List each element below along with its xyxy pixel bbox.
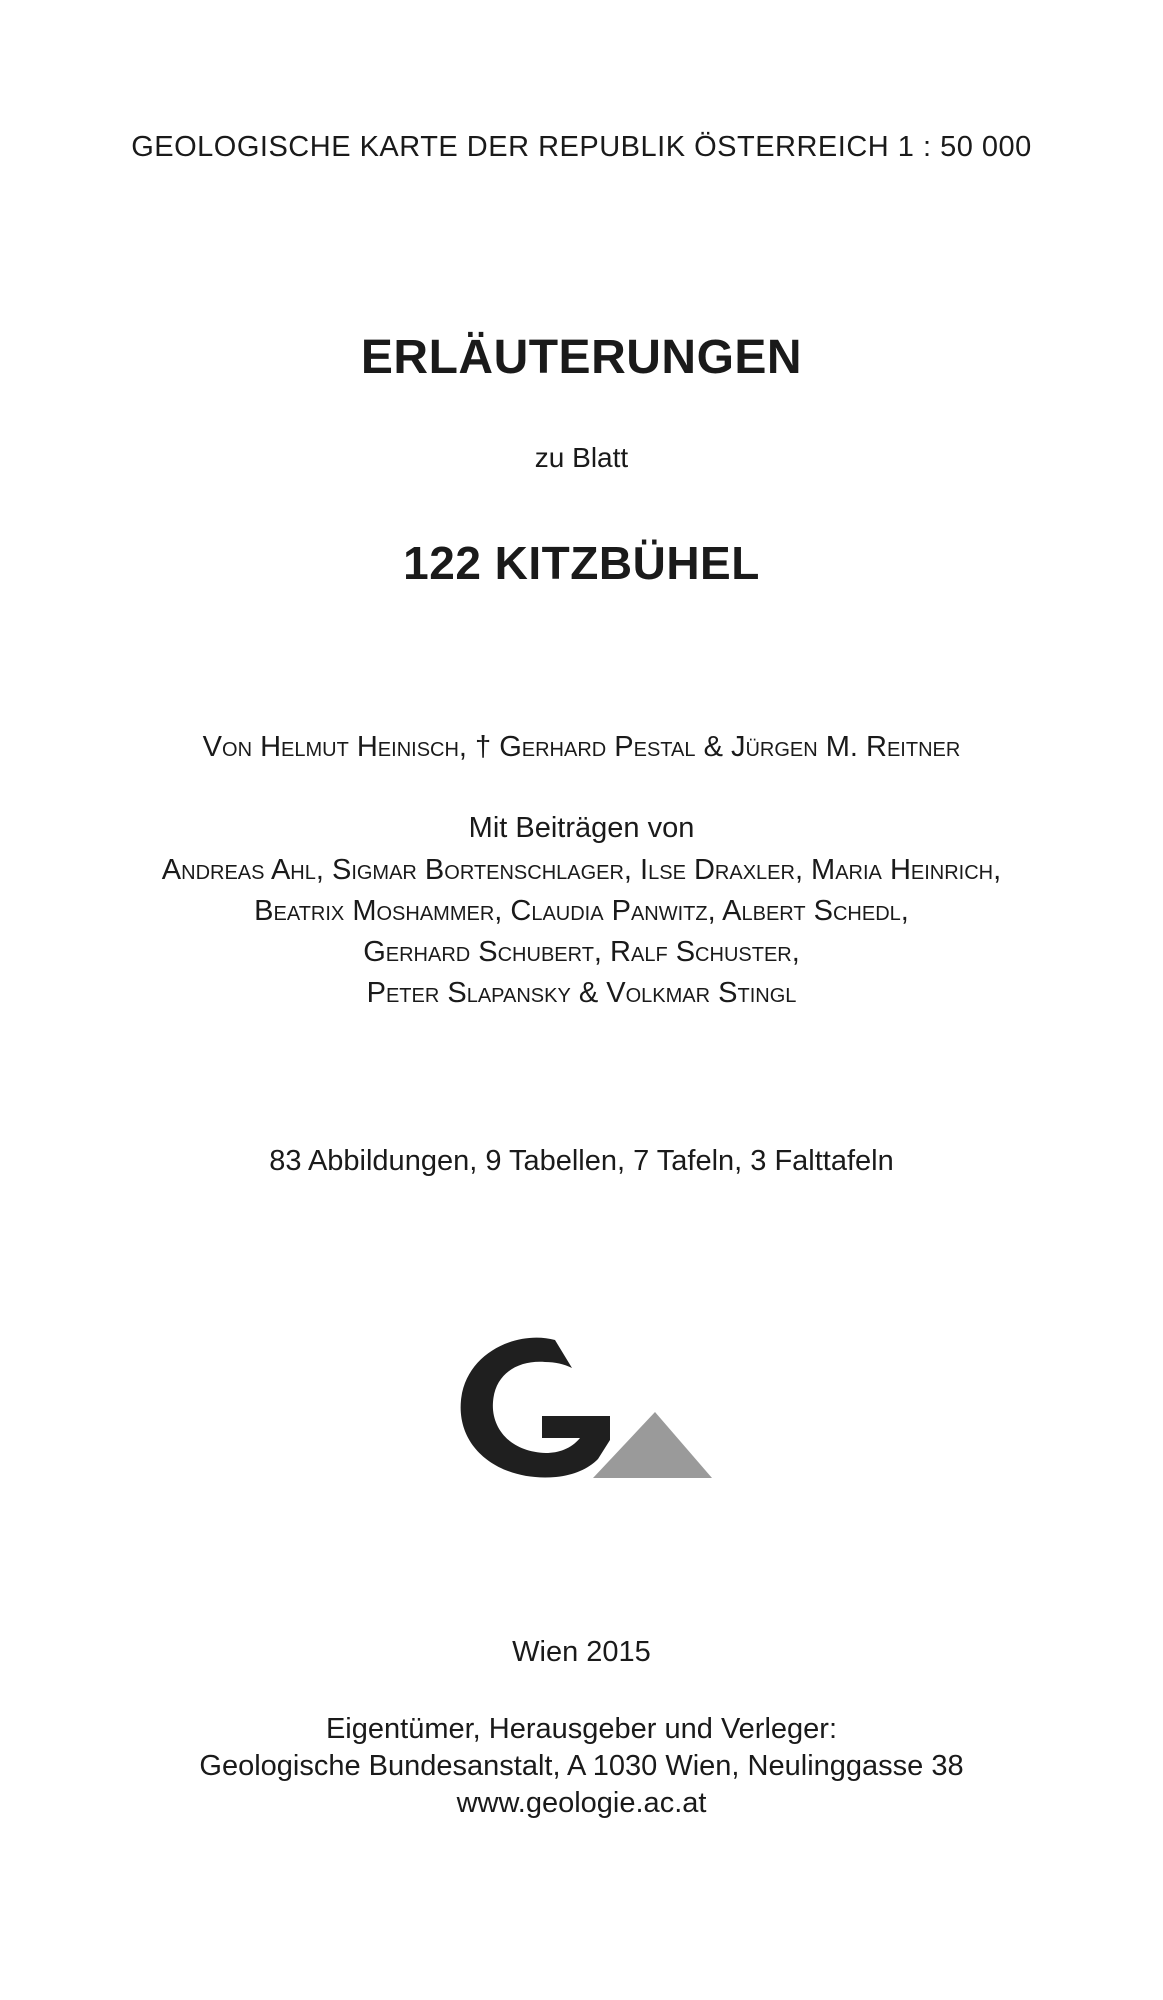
contributors-line: Andreas Ahl, Sigmar Bortenschlager, Ilse Draxler, Maria Heinrich, bbox=[161, 854, 1002, 886]
geologische-bundesanstalt-logo-icon bbox=[458, 1332, 712, 1479]
logo-triangle bbox=[593, 1412, 712, 1478]
contributors-line: Gerhard Schubert, Ralf Schuster, bbox=[363, 936, 800, 968]
publisher-address: Geologische Bundesanstalt, A 1030 Wien, Neulinggasse 38 bbox=[199, 1750, 964, 1782]
contributors-heading: Mit Beiträgen von bbox=[468, 812, 695, 844]
title-connector: zu Blatt bbox=[534, 442, 629, 473]
figures-summary: 83 Abbildungen, 9 Tabellen, 7 Tafeln, 3 Falttafeln bbox=[269, 1145, 894, 1177]
main-title: ERLÄUTERUNGEN bbox=[360, 331, 803, 384]
sheet-title: 122 KITZBÜHEL bbox=[403, 537, 760, 589]
contributors-line: Beatrix Moshammer, Claudia Panwitz, Albert Schedl, bbox=[254, 895, 909, 927]
series-title: GEOLOGISCHE KARTE DER REPUBLIK ÖSTERREICH 1 : 50 000 bbox=[131, 131, 1032, 163]
contributors-line: Peter Slapansky & Volkmar Stingl bbox=[366, 977, 797, 1009]
city-year: Wien 2015 bbox=[512, 1636, 651, 1668]
publisher-label: Eigentümer, Herausgeber und Verleger: bbox=[325, 1713, 838, 1745]
authors-line: Von Helmut Heinisch, † Gerhard Pestal & Jürgen M. Reitner bbox=[202, 731, 961, 763]
logo-letter-g bbox=[461, 1338, 610, 1478]
publisher-url-link[interactable]: www.geologie.ac.at bbox=[456, 1787, 707, 1819]
